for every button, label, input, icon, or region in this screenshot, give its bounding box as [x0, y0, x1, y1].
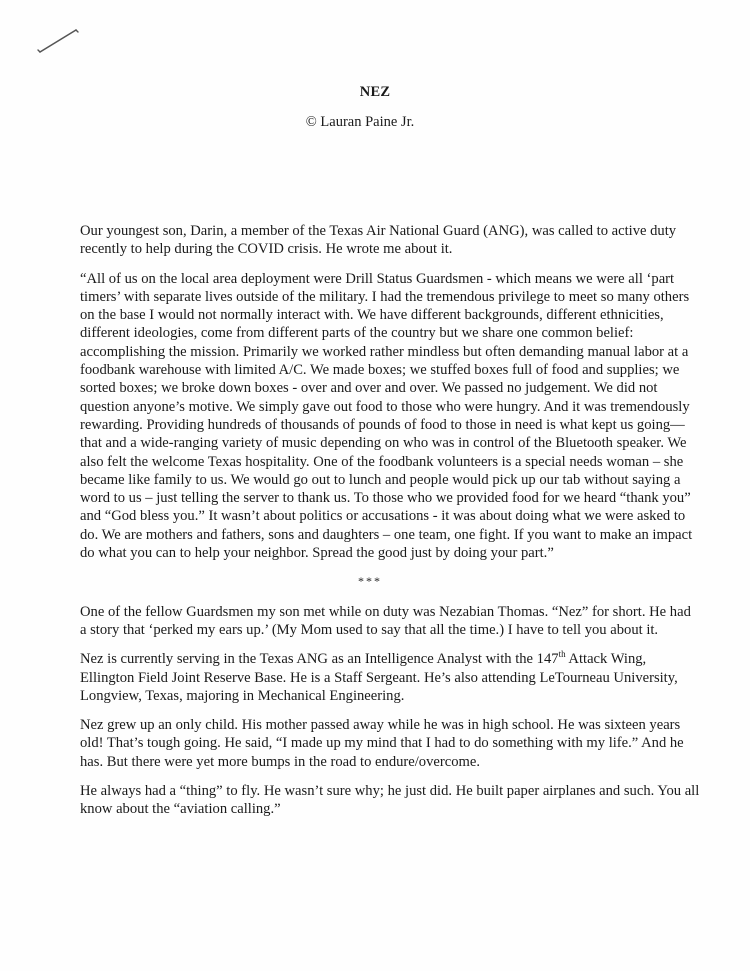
paragraph-nez-service-start: Nez is currently serving in the Texas ANG as an Intelligence Analyst with the 147 [80, 651, 559, 668]
document-title: NEZ [359, 84, 391, 100]
paragraph-nez-childhood: Nez grew up an only child. His mother passed away while he was in high school. He was sixteen years old! That’s tough going. He said, “I made up my mind that I had to do something with my life.” And he has. But there were yet more bumps in the road to endure/overcome. [80, 717, 684, 770]
paragraph-nez-service [80, 650, 700, 705]
paragraph-intro: Our youngest son, Darin, a member of the Texas Air National Guard (ANG), was called to active duty recently to help during the COVID crisis. He wrote me about it. [80, 223, 677, 258]
ordinal-suffix: th [558, 649, 566, 660]
paragraph-quote: “All of us on the local area deployment were Drill Status Guardsmen - which means we were all ‘part timers’ with separate lives outside of the military. I had the tremendous privilege to meet so many others on the base I would not normally interact with. We have different backgrounds, different ethnicities, different ideologies, come from different parts of the country but we share one common belief: accomplishing the mission. Primarily we worked rather mindless but often demanding manual labor at a foodbank warehouse with limited A/C. We made boxes; we stuffed boxes full of food and supplies; we sorted boxes; we broke down boxes - over and over and over. We passed no judgement. We did not question anyone’s motive. We simply gave out food to those who were hungry. And it was tremendously rewarding. Providing hundreds of thousands of pounds of food to those in need is what kept us going—that and a wide-ranging variety of music depending on who was in control of the Bluetooth speaker. We also felt the welcome Texas hospitality. One of the foodbank volunteers is a special needs woman – she became like family to us. We would go out to lunch and people would pick up our tab without saying a word to us – just telling the server to thank us. To those who we provided food for we heard “thank you” and “God bless you.” It wasn’t about politics or accusations - it was about doing what we were asked to do. We are mothers and fathers, sons and daughters – one team, one fight. If you want to make an impact do what you can to help your neighbor. Spread the good just by doing your part.” [80, 270, 693, 562]
document-byline: © Lauran Paine Jr. [305, 114, 415, 130]
document-body [80, 222, 700, 830]
paragraph-nez-flying: He always had a “thing” to fly. He wasn’t sure why; he just did. He built paper airplanes and such. You all know about the “aviation calling.” [80, 783, 700, 818]
paragraph-nez-intro: One of the fellow Guardsmen my son met while on duty was Nezabian Thomas. “Nez” for short. He had a story that ‘perked my ears up.’ (My Mom used to say that all the time.) I have to tell you about it. [80, 603, 691, 638]
section-divider: *** [358, 574, 382, 589]
staple-icon [36, 26, 80, 56]
paragraph-nez-service-end: Attack Wing, Ellington Field Joint Reserve Base. He is a Staff Sergeant. He’s also attending LeTourneau University, Longview, Texas, majoring in Mechanical Engineering. [80, 651, 678, 704]
